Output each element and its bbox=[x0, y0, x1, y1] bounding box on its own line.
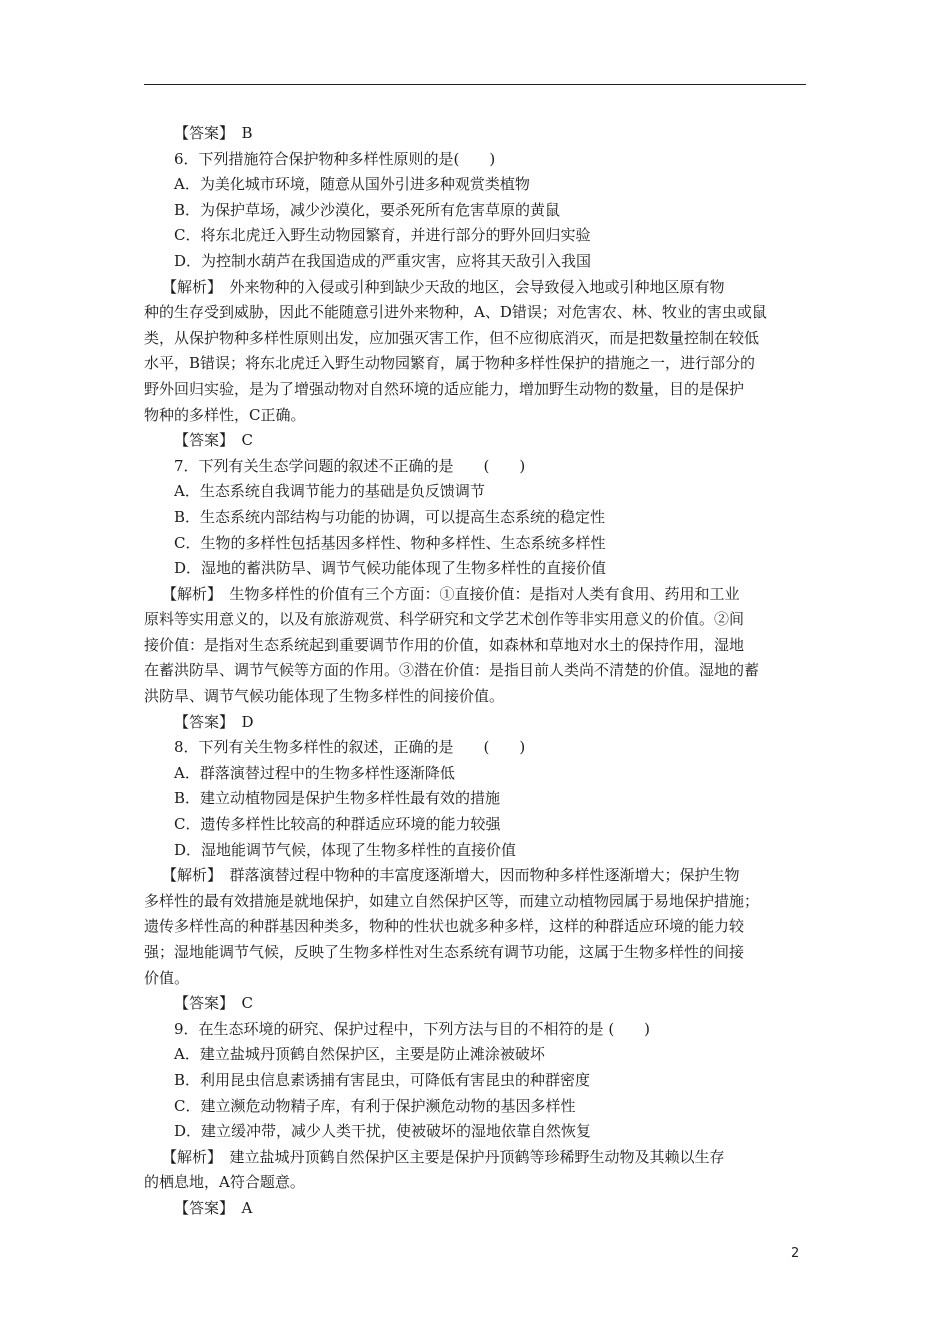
analysis-line: 多样性的最有效措施是就地保护，如建立自然保护区等，而建立动植物园属于易地保护措施； bbox=[144, 891, 760, 910]
analysis-line: 水平，B错误；将东北虎迁入野生动物园繁育，属于物种多样性保护的措施之一，进行部分的 bbox=[144, 354, 756, 373]
question-9: 9．在生态环境的研究、保护过程中，下列方法与目的不相符的是 ( ) bbox=[174, 1019, 651, 1038]
option-d: D．为控制水葫芦在我国造成的严重灾害，应将其天敌引入我国 bbox=[174, 251, 592, 270]
page-content bbox=[144, 121, 808, 1222]
option-a: A．生态系统自我调节能力的基础是负反馈调节 bbox=[174, 482, 485, 501]
answer-label: 【答案】 B bbox=[174, 124, 253, 142]
analysis-line: 类，从保护物种多样性原则出发，应加强灭害工作，但不应彻底消灭，而是把数量控制在较低 bbox=[144, 328, 760, 347]
option-b: B．利用昆虫信息素诱捕有害昆虫，可降低有害昆虫的种群密度 bbox=[174, 1070, 591, 1089]
option-c: C．建立濒危动物精子库，有利于保护濒危动物的基因多样性 bbox=[174, 1096, 576, 1115]
answer-label: 【答案】 C bbox=[174, 431, 253, 450]
option-d: D．湿地能调节气候，体现了生物多样性的直接价值 bbox=[174, 840, 517, 859]
option-b: B．建立动植物园是保护生物多样性最有效的措施 bbox=[174, 789, 501, 808]
answer-label: 【答案】 D bbox=[174, 712, 254, 731]
analysis-line: 种的生存受到威胁，因此不能随意引进外来物种，A、D错误；对危害农、林、牧业的害虫或鼠 bbox=[144, 303, 767, 322]
header-rule bbox=[144, 84, 806, 85]
analysis-line: 接价值：是指对生态系统起到重要调节作用的价值，如森林和草地对水土的保持作用，湿地 bbox=[144, 635, 745, 654]
question-8: 8．下列有关生物多样性的叙述，正确的是 ( ) bbox=[174, 738, 526, 757]
question-7: 7．下列有关生态学问题的叙述不正确的是 ( ) bbox=[174, 456, 526, 475]
option-a: A．为美化城市环境，随意从国外引进多种观赏类植物 bbox=[174, 175, 530, 194]
analysis-line: 野外回归实验，是为了增强动物对自然环境的适应能力，增加野生动物的数量，目的是保护 bbox=[144, 379, 745, 398]
analysis-line: 价值。 bbox=[144, 968, 190, 987]
analysis-line: 【解析】 群落演替过程中物种的丰富度逐渐增大，因而物种多样性逐渐增大；保护生物 bbox=[162, 866, 740, 885]
question-6: 6．下列措施符合保护物种多样性原则的是( ) bbox=[174, 149, 496, 168]
option-a: A．群落演替过程中的生物多样性逐渐降低 bbox=[174, 763, 455, 782]
option-b: B．为保护草场，减少沙漠化，要杀死所有危害草原的黄鼠 bbox=[174, 200, 561, 219]
analysis-line: 在蓄洪防旱、调节气候等方面的作用。③潜在价值：是指目前人类尚不清楚的价值。湿地的蓄 bbox=[144, 661, 760, 680]
option-a: A．建立盐城丹顶鹤自然保护区，主要是防止滩涂被破坏 bbox=[174, 1045, 545, 1064]
option-d: D．湿地的蓄洪防旱、调节气候功能体现了生物多样性的直接价值 bbox=[174, 559, 607, 578]
option-c: C．生物的多样性包括基因多样性、物种多样性、生态系统多样性 bbox=[174, 533, 606, 552]
analysis-line: 【解析】 生物多样性的价值有三个方面：①直接价值：是指对人类有食用、药用和工业 bbox=[162, 584, 740, 603]
analysis-line: 【解析】 外来物种的入侵或引种到缺少天敌的地区，会导致侵入地或引种地区原有物 bbox=[162, 277, 725, 296]
analysis-line: 的栖息地，A符合题意。 bbox=[144, 1173, 305, 1192]
analysis-line: 物种的多样性，C正确。 bbox=[144, 405, 306, 424]
option-d: D．建立缓冲带，减少人类干扰，使被破坏的湿地依靠自然恢复 bbox=[174, 1122, 592, 1141]
analysis-line: 遗传多样性高的种群基因种类多，物种的性状也就多种多样，这样的种群适应环境的能力较 bbox=[144, 917, 745, 936]
analysis-line: 原料等实用意义的，以及有旅游观赏、科学研究和文学艺术创作等非实用意义的价值。②间 bbox=[144, 610, 745, 629]
answer-label: 【答案】 C bbox=[174, 994, 253, 1013]
analysis-line: 强；湿地能调节气候，反映了生物多样性对生态系统有调节功能，这属于生物多样性的间接 bbox=[144, 943, 745, 961]
option-c: C．遗传多样性比较高的种群适应环境的能力较强 bbox=[174, 815, 501, 834]
page-number: 2 bbox=[791, 1246, 800, 1261]
analysis-line: 洪防旱、调节气候功能体现了生物多样性的间接价值。 bbox=[144, 687, 505, 706]
analysis-line: 【解析】 建立盐城丹顶鹤自然保护区主要是保护丹顶鹤等珍稀野生动物及其赖以生存 bbox=[162, 1147, 725, 1166]
option-b: B．生态系统内部结构与功能的协调，可以提高生态系统的稳定性 bbox=[174, 507, 606, 526]
answer-label: 【答案】 A bbox=[174, 1198, 253, 1217]
option-c: C．将东北虎迁入野生动物园繁育，并进行部分的野外回归实验 bbox=[174, 226, 591, 245]
